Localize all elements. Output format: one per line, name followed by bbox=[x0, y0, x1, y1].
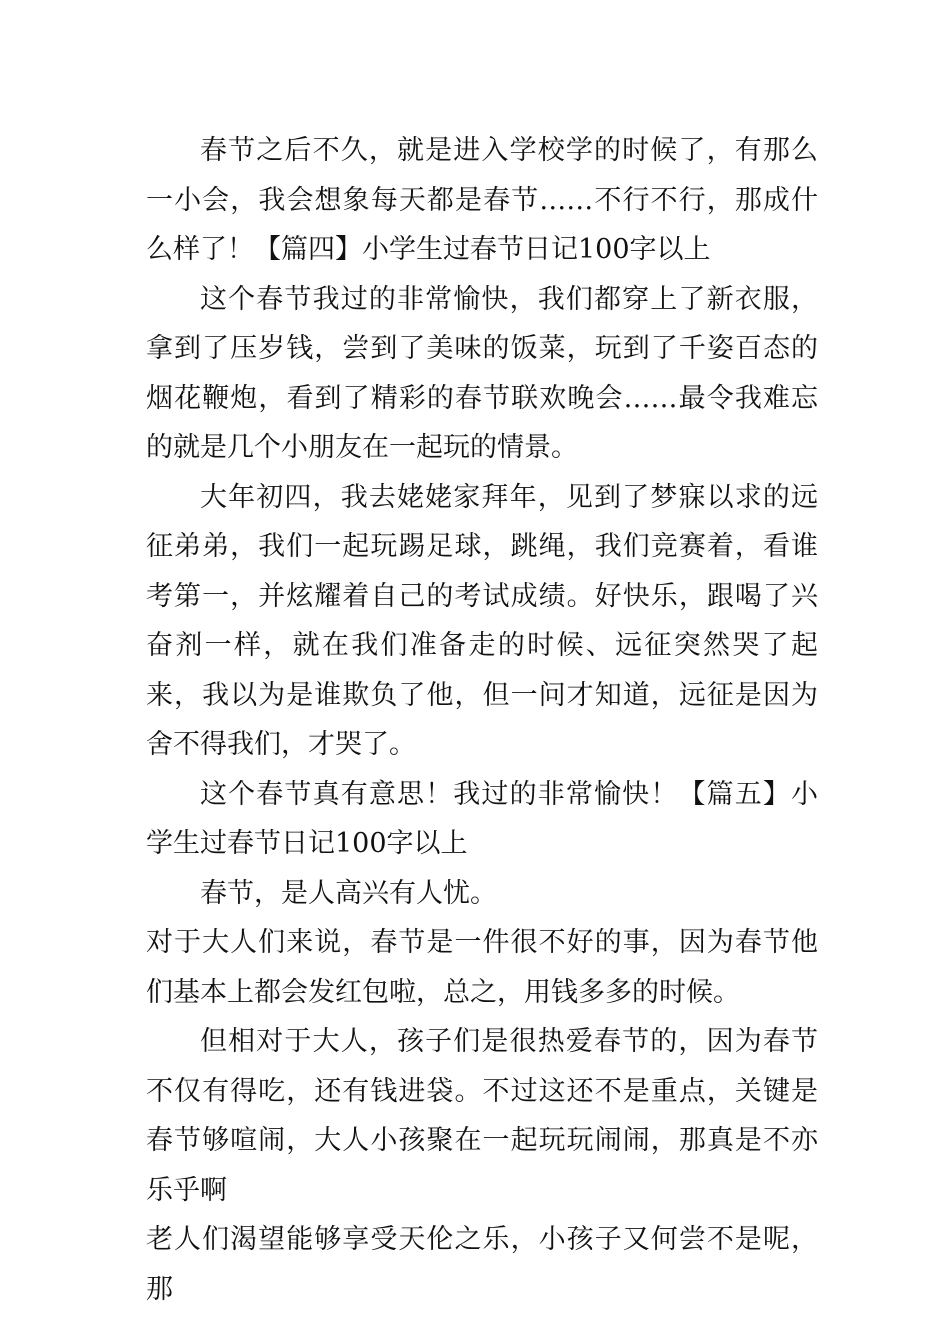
paragraph-fourth-day-visit: 大年初四，我去姥姥家拜年，见到了梦寐以求的远征弟弟，我们一起玩踢足球，跳绳，我们竞赛着，看谁考第一，并炫耀着自己的考试成绩。好快乐，跟喝了兴奋剂一样，就在我们准备走的时候、远征突然哭了起来，我以为是谁欺负了他，但一问才知道，远征是因为舍不得我们，才哭了。 bbox=[146, 481, 818, 760]
paragraph-interesting-festival: 这个春节真有意思！我过的非常愉快！【篇五】小学生过春节日记100字以上 bbox=[146, 778, 818, 859]
paragraph-joy-and-worry: 春节，是人高兴有人忧。 bbox=[200, 877, 497, 909]
paragraph-elders-view: 老人们渴望能够享受天伦之乐，小孩子又何尝不是呢，那 bbox=[146, 1224, 818, 1305]
paragraph-happy-festival: 这个春节我过的非常愉快，我们都穿上了新衣服，拿到了压岁钱，尝到了美味的饭菜，玩到了千姿百态的烟花鞭炮，看到了精彩的春节联欢晚会……最令我难忘的就是几个小朋友在一起玩的情景。 bbox=[146, 283, 818, 463]
paragraph-children-view: 但相对于大人，孩子们是很热爱春节的，因为春节不仅有得吃，还有钱进袋。不过这还不是重点，关键是春节够喧闹，大人小孩聚在一起玩玩闹闹，那真是不亦乐乎啊 bbox=[146, 1026, 818, 1206]
paragraph-spring-festival-after: 春节之后不久，就是进入学校学的时候了，有那么一小会，我会想象每天都是春节……不行不行，那成什么样了！【篇四】小学生过春节日记100字以上 bbox=[146, 135, 818, 265]
paragraph-adults-view: 对于大人们来说，春节是一件很不好的事，因为春节他们基本上都会发红包啦，总之，用钱多多的时候。 bbox=[146, 927, 818, 1008]
document-body bbox=[146, 126, 818, 1314]
